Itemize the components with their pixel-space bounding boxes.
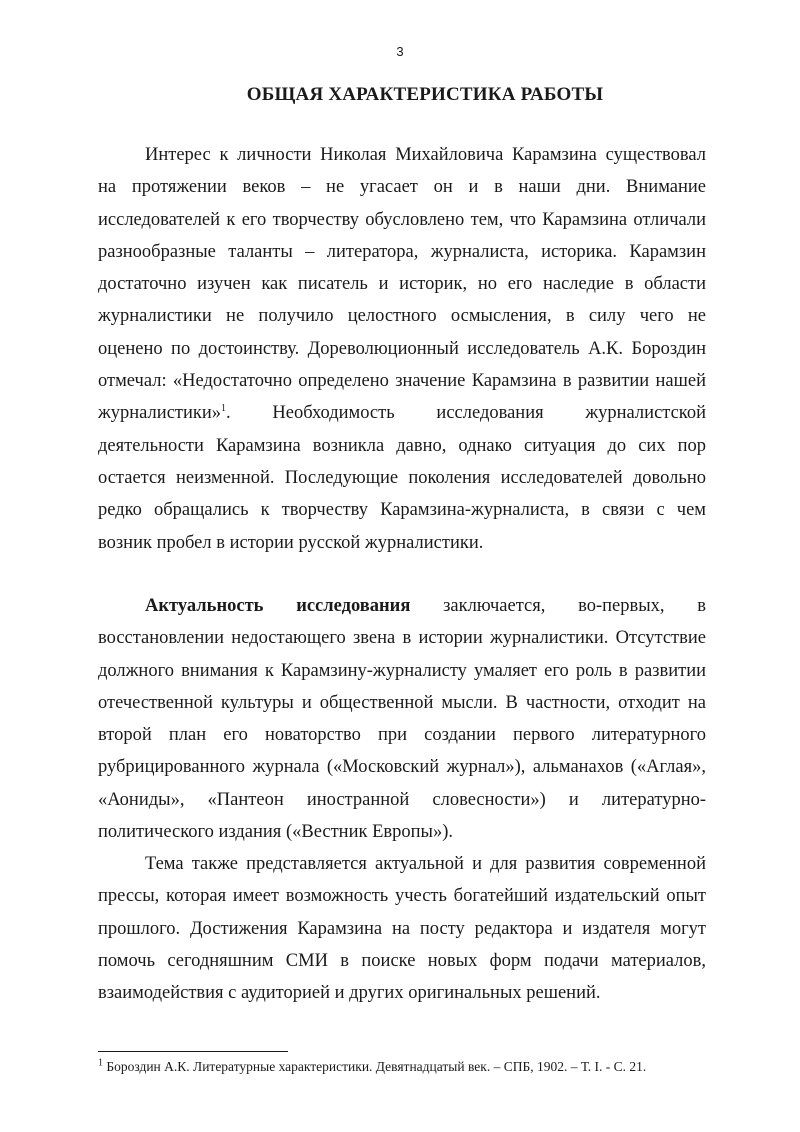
text-line: отмечал: «Недостаточно определено значение Карамзина в развитии нашей xyxy=(98,371,706,392)
text-line: журналистики не получило целостного осмысления, в силу чего не xyxy=(98,306,706,327)
paragraph-relevance xyxy=(98,590,706,848)
text-line: рубрицированного журнала («Московский журнал»), альманахов («Аглая», xyxy=(98,757,706,778)
text-line: редко обращались к творчеству Карамзина-журналиста, в связи с чем xyxy=(98,500,706,521)
text-fragment: заключается, во-первых, в xyxy=(443,596,707,616)
footnote-marker: 1 xyxy=(98,1057,103,1069)
paragraph-intro xyxy=(98,139,706,559)
text-line: взаимодействия с аудиторией и других оригинальных решений. xyxy=(98,983,601,1004)
text-line: на протяжении веков – не угасает он и в наши дни. Внимание xyxy=(98,177,706,198)
bold-lead: Актуальность исследования xyxy=(145,596,411,616)
text-line: возник пробел в истории русской журналистики. xyxy=(98,532,484,553)
text-line-with-bold-lead xyxy=(98,590,706,622)
text-line: прессы, которая имеет возможность учесть богатейший издательский опыт xyxy=(98,886,706,907)
text-line: политического издания («Вестник Европы»). xyxy=(98,822,453,843)
page-title: ОБЩАЯ ХАРАКТЕРИСТИКА РАБОТЫ xyxy=(246,84,604,105)
text-line: Интерес к личности Николая Михайловича Карамзина существовал xyxy=(145,145,706,165)
footnote-reference[interactable]: 1 xyxy=(221,403,227,415)
footnote xyxy=(98,1058,718,1076)
text-line: должного внимания к Карамзину-журналисту умаляет его роль в развитии xyxy=(98,660,706,681)
text-fragment: . Необходимость исследования журналистской xyxy=(226,403,706,424)
text-line: достаточно изучен как писатель и историк, но его наследие в области xyxy=(98,274,706,295)
footnote-divider xyxy=(98,1051,288,1052)
text-line: исследователей к его творчеству обусловлено тем, что Карамзина отличали xyxy=(98,209,706,230)
paragraph-modern-press xyxy=(98,848,706,1009)
text-line: оценено по достоинству. Дореволюционный исследователь А.К. Бороздин xyxy=(98,338,706,359)
footnote-text: Бороздин А.К. Литературные характеристики. Девятнадцатый век. – СПБ, 1902. – Т. I. - С. 21. xyxy=(103,1059,647,1074)
text-line: помочь сегодняшним СМИ в поиске новых форм подачи материалов, xyxy=(98,950,706,971)
text-line: остается неизменной. Последующие поколения исследователей довольно xyxy=(98,467,706,488)
text-line: второй план его новаторство при создании первого литературного xyxy=(98,725,706,746)
text-line: разнообразные таланты – литератора, журналиста, историка. Карамзин xyxy=(98,241,706,262)
text-line: восстановлении недостающего звена в истории журналистики. Отсутствие xyxy=(98,628,706,649)
text-line: Тема также представляется актуальной и для развития современной xyxy=(145,854,706,874)
text-line-with-footnote-ref xyxy=(98,397,706,429)
text-line: прошлого. Достижения Карамзина на посту редактора и издателя могут xyxy=(98,918,706,939)
text-line: «Аониды», «Пантеон иностранной словесности») и литературно- xyxy=(98,789,706,810)
text-fragment: журналистики» xyxy=(98,403,222,424)
text-line: деятельности Карамзина возникла давно, однако ситуация до сих пор xyxy=(98,435,706,456)
text-line: отечественной культуры и общественной мысли. В частности, отходит на xyxy=(98,692,706,713)
page-number: 3 xyxy=(396,44,404,59)
